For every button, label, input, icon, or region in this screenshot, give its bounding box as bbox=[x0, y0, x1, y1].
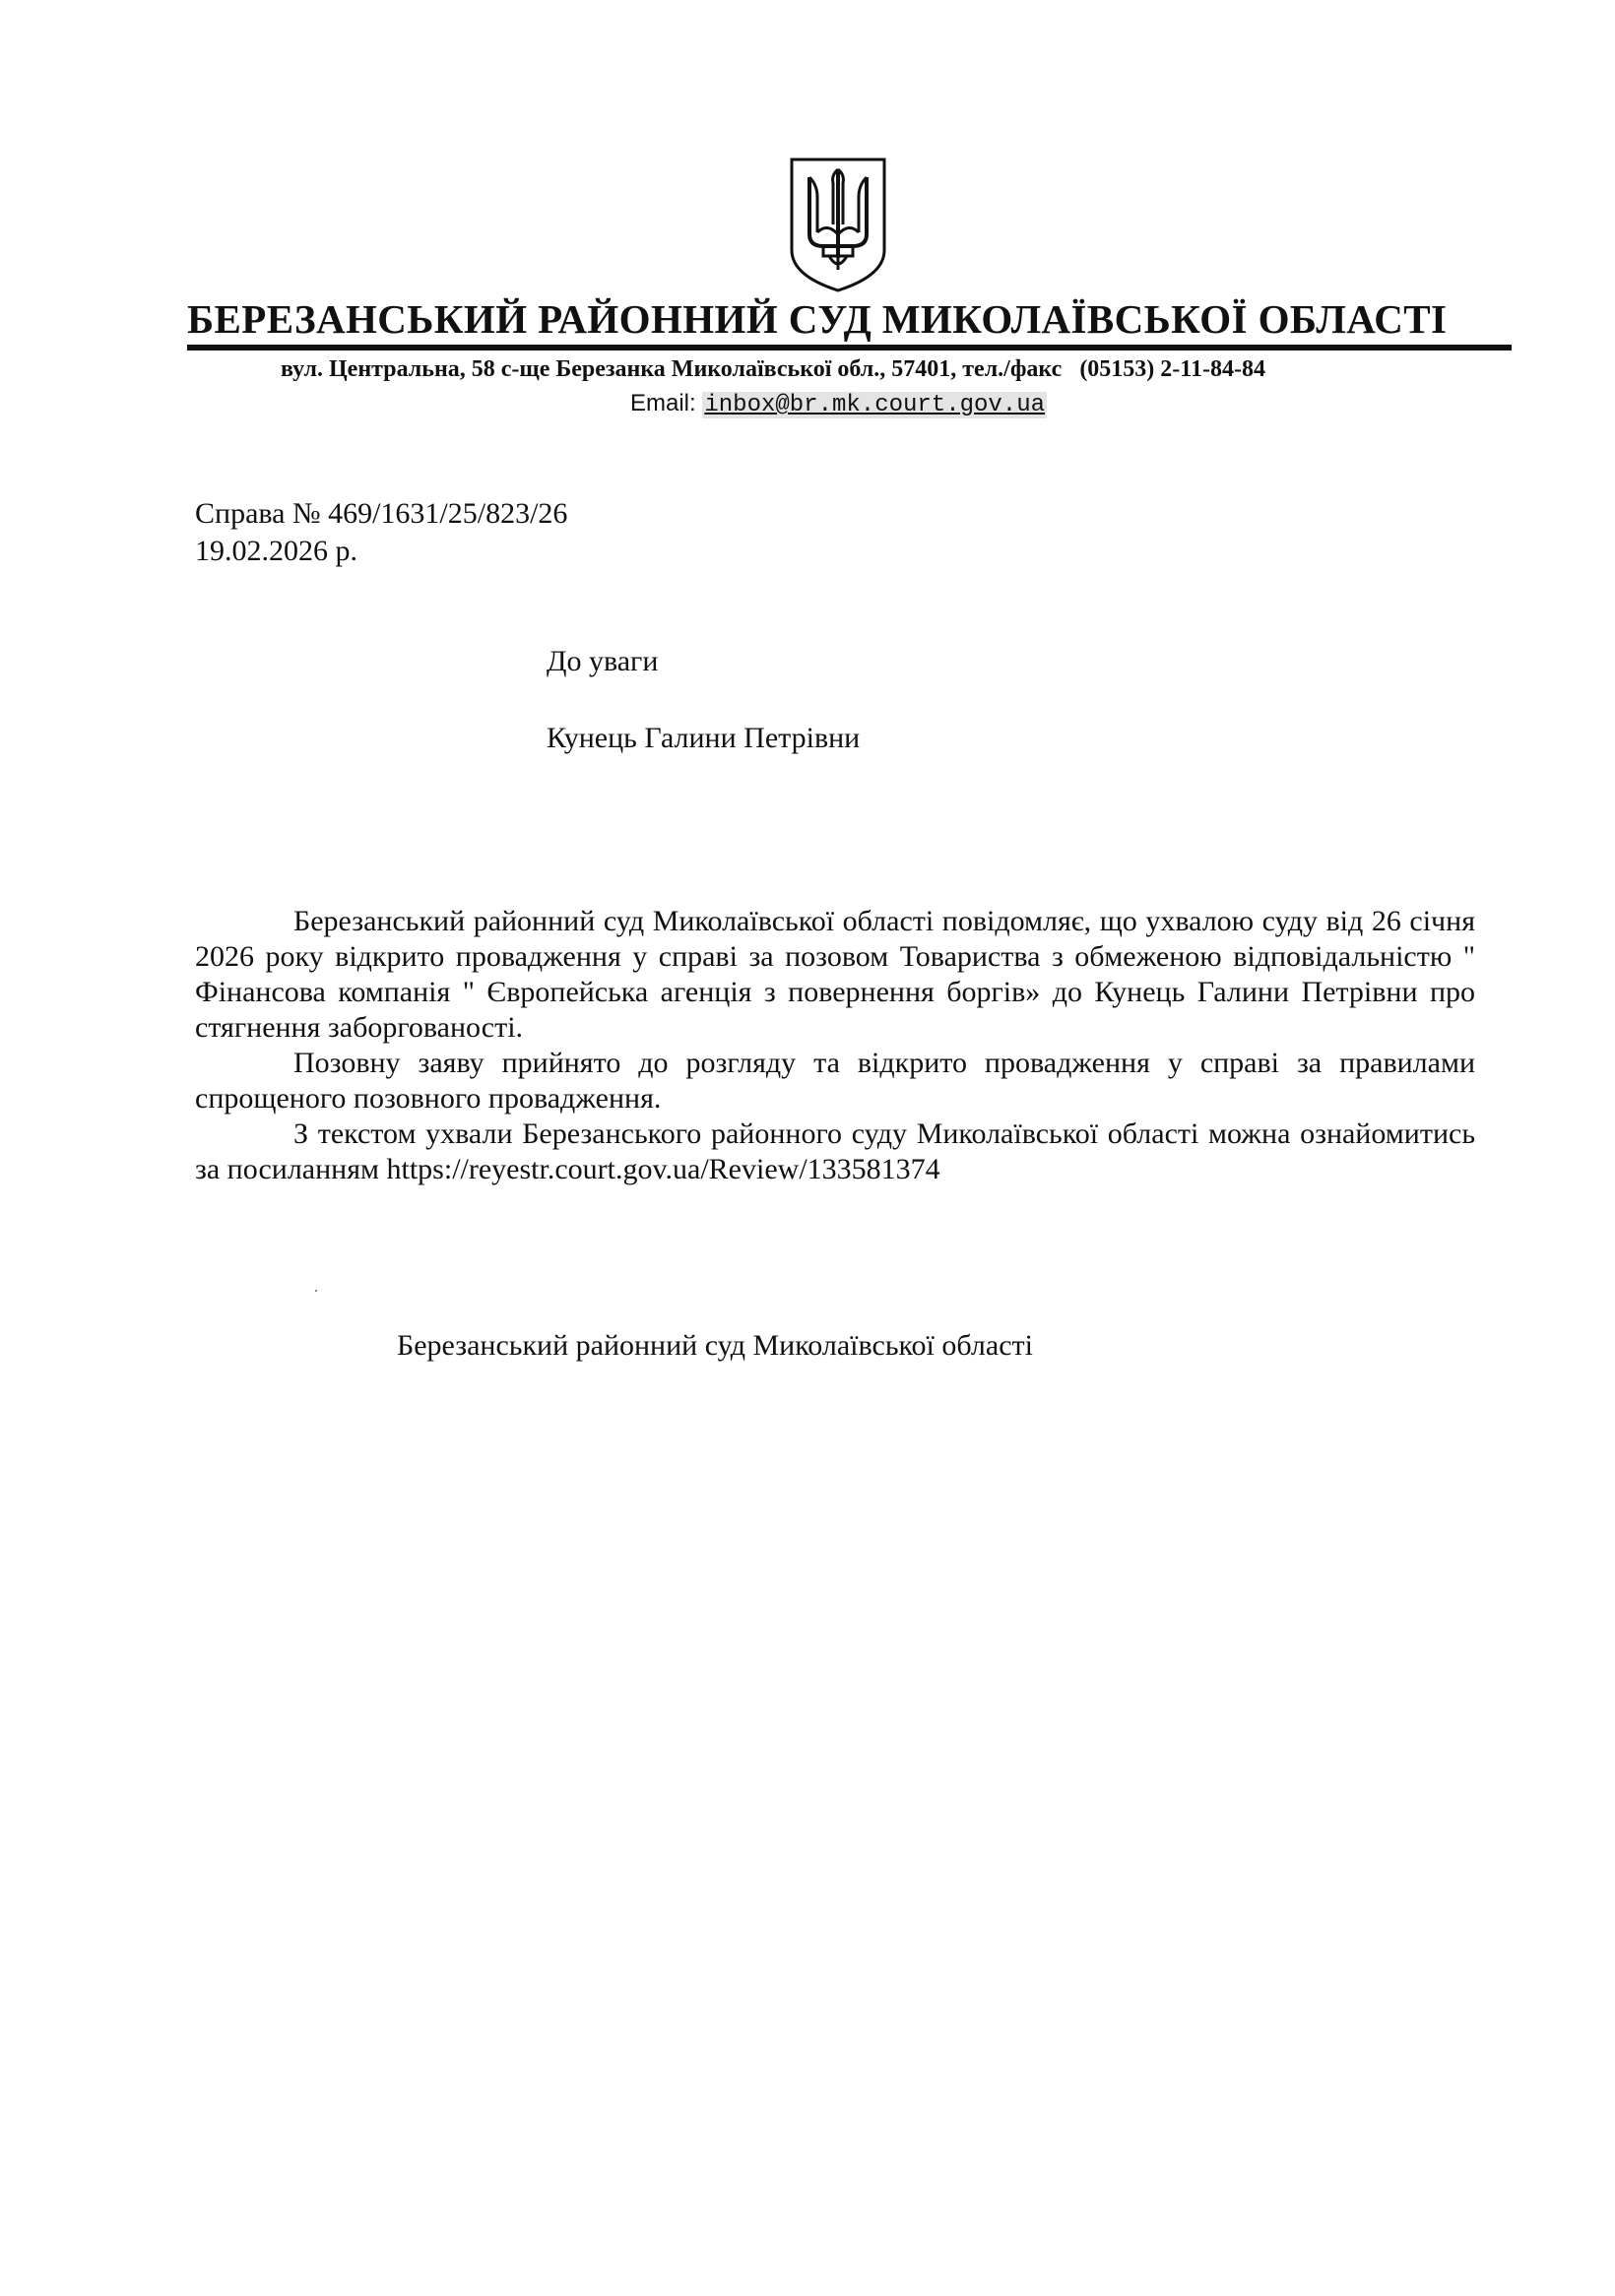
attention-line: До уваги bbox=[547, 645, 659, 677]
court-name-heading: БЕРЕЗАНСЬКИЙ РАЙОННИЙ СУД МИКОЛАЇВСЬКОЇ ОБЛАСТІ bbox=[187, 296, 1448, 342]
case-date: 19.02.2026 р. bbox=[195, 535, 357, 567]
signature-line: Березанський районний суд Миколаївської області bbox=[397, 1329, 1033, 1362]
coat-of-arms-icon bbox=[788, 156, 888, 293]
body-paragraph: З текстом ухвали Березанського районного суду Миколаївської області можна ознайомитись за посиланням https://reyestr.court.gov.ua/Review/133581374 bbox=[195, 1117, 1475, 1185]
scan-speck bbox=[315, 1290, 317, 1292]
body-paragraph: Позовну заяву прийнято до розгляду та відкрито провадження у справі за правилами спрощеного позовного провадження. bbox=[195, 1047, 1475, 1115]
header-divider bbox=[187, 345, 1512, 351]
body-paragraph: Березанський районний суд Миколаївської області повідомляє, що ухвалою суду від 26 січня 2026 року відкрито провадження у справі за позовом Товариства з обмеженою відповідальністю " Фінансова компанія " Європейська агенція з повернення боргів» до Кунець Галини Петрівни про стягнення заборгованості. bbox=[195, 905, 1475, 1044]
case-number: Справа № 469/1631/25/823/26 bbox=[195, 497, 568, 530]
case-info bbox=[195, 495, 567, 570]
letter-body bbox=[195, 904, 1475, 1187]
court-address bbox=[281, 356, 1443, 383]
email-link[interactable]: inbox@br.mk.court.gov.ua bbox=[704, 392, 1046, 418]
email-line bbox=[630, 390, 1047, 418]
address-text: вул. Центральна, 58 с-ще Березанка Миколаївської обл., 57401, тел./факс bbox=[281, 356, 1063, 382]
phone-fax: (05153) 2-11-84-84 bbox=[1079, 356, 1265, 382]
recipient-name: Кунець Галини Петрівни bbox=[547, 722, 861, 754]
email-label: Email: bbox=[630, 390, 696, 416]
